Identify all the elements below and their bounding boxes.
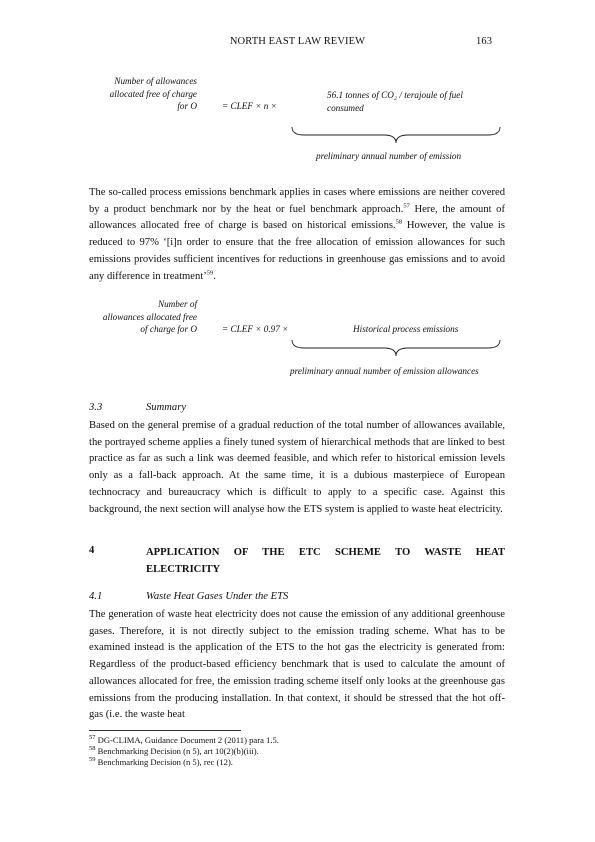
section-4-number: 4: [89, 545, 95, 556]
formula1-operator: = CLEF × n ×: [222, 101, 277, 111]
process-emissions-paragraph: The so-called process emissions benchmark applies in cases where emissions are neither covered by a product benchmark nor by the heat or fuel benchmark approach.$^{57}$ Here, the amount of allowances allocated free of charge is based on historical emissions.$^{58}$ However, the value is reduced to 97% ‘[i]n order to ensure that the free allocation of emission allowances for such emissions provides sufficient incentives for reductions in greenhouse gas emissions and to avoid any difference in treatment’$^{59}$.: [89, 187, 505, 282]
formula2-rhs: Historical process emissions: [353, 324, 459, 334]
footnote-separator: [89, 730, 241, 731]
section-4-title: APPLICATION OF THE ETC SCHEME TO WASTE HEAT ELECTRICITY: [146, 547, 505, 575]
section-4-1-title: Waste Heat Gases Under the ETS: [146, 591, 289, 602]
footnote-list: [89, 735, 279, 769]
section-4-1-number: 4.1: [89, 591, 103, 602]
footnote-59: $^{59}$ Benchmarking Decision (n 5), rec (12).: [89, 756, 233, 768]
formula1-lhs: Number of allowances allocated free of charge for O: [109, 76, 197, 111]
formula2-brace-label: preliminary annual number of emission allowances: [290, 366, 479, 376]
formula1-brace: [290, 125, 502, 147]
section-4-1-body: The generation of waste heat electricity does not cause the emission of any additional greenhouse gases. Therefore, it is not directly subject to the emission trading scheme. What has to be examined instead is the application of the ETS to the hot gas the electricity is generated from: Regardless of the product-based efficiency benchmark that is used to calculate the amount of allowances allocated for free, the emission trading scheme itself only looks at the greenhouse gas emissions from the producing installation. In that context, it should be stressed that the hot off-gas (i.e. the waste heat: [89, 609, 505, 721]
section-3-3-body: Based on the general premise of a gradual reduction of the total number of allowances available, the portrayed scheme applies a finely tuned system of hierarchical methods that are linked to best practice as far as such a link was deemed feasible, and which refer to historical emission levels only as a fall-back approach. At the same time, it is a dubious masterpiece of European technocracy and bureaucracy which is difficult to apply to a specific case. Against this background, the next section will analyse how the ETS system is applied to waste heat electricity.: [89, 420, 505, 515]
formula2-brace: [290, 338, 502, 360]
running-header-title: NORTH EAST LAW REVIEW: [229, 36, 366, 47]
formula1-rhs: 56.1 tonnes of CO₂ / terajoule of fuel consumed: [327, 90, 463, 113]
footnote-57: $^{57}$ DG-CLIMA, Guidance Document 2 (2011) para 1.5.: [89, 734, 279, 745]
formula1-brace-label: preliminary annual number of emission: [316, 151, 462, 161]
formula2-operator: = CLEF × 0.97 ×: [222, 324, 289, 334]
section-3-3-title: Summary: [146, 402, 187, 413]
formula2-lhs: Number of allowances allocated free of charge for O: [102, 299, 197, 334]
section-3-3-number: 3.3: [89, 402, 103, 413]
page-number: 163: [476, 36, 493, 47]
footnote-58: $^{58}$ Benchmarking Decision (n 5), art 10(2)(b)(iii).: [89, 745, 259, 757]
